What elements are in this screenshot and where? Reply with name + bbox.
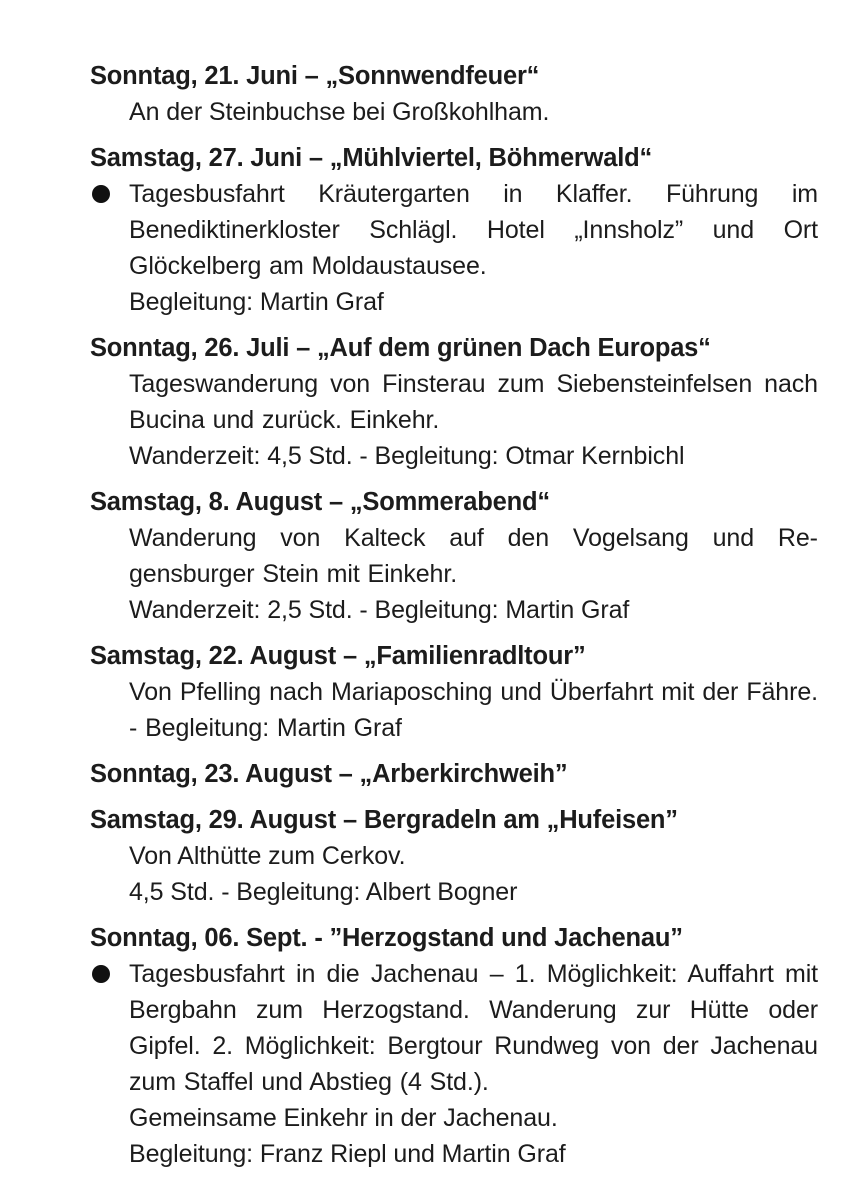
event-title: Sonntag, 23. August – „Arberkirchweih”	[90, 760, 568, 788]
event-detail-line: Von Althütte zum Cerkov.	[129, 842, 406, 870]
event-body	[90, 956, 818, 1172]
event-detail-line: Wanderzeit: 2,5 Std. - Begleitung: Martin Graf	[129, 596, 630, 624]
event-detail-line: 4,5 Std. - Begleitung: Albert Bogner	[129, 878, 518, 906]
event-entry	[90, 140, 818, 320]
event-title: Samstag, 22. August – „Familienradltour”	[90, 642, 586, 670]
event-entry	[90, 756, 818, 792]
event-entry	[90, 802, 818, 910]
event-body	[90, 94, 818, 130]
event-entry	[90, 484, 818, 628]
filled-circle-bullet-icon	[92, 185, 110, 203]
event-title: Sonntag, 06. Sept. - ”Herzogstand und Jachenau”	[90, 924, 683, 952]
event-title: Samstag, 29. August – Bergradeln am „Hufeisen”	[90, 806, 678, 834]
event-detail-line: Begleitung: Martin Graf	[129, 288, 384, 316]
event-entry	[90, 638, 818, 746]
event-entry	[90, 920, 818, 1172]
event-body	[90, 838, 818, 910]
event-description: Tagesbusfahrt Kräutergarten in Klaffer. Führung im Benediktinerkloster Schlägl. Hotel „Innsholz” und Ort Glöckelberg am Moldaustausee.	[129, 180, 818, 280]
event-title: Samstag, 27. Juni – „Mühlviertel, Böhmerwald“	[90, 144, 653, 172]
event-title: Sonntag, 26. Juli – „Auf dem grünen Dach Europas“	[90, 334, 711, 362]
event-description: Wanderung von Kalteck auf den Vogelsang und Regensburger Stein mit Einkehr.	[129, 524, 818, 588]
event-description: Tageswanderung von Finsterau zum Siebensteinfelsen nach Bucina und zurück. Einkehr.	[129, 370, 818, 434]
event-body	[90, 520, 818, 628]
event-title: Sonntag, 21. Juni – „Sonnwendfeuer“	[90, 62, 540, 90]
event-program	[90, 58, 818, 1182]
event-detail-line: Gemeinsame Einkehr in der Jachenau.	[129, 1104, 558, 1132]
event-body	[90, 674, 818, 746]
event-description: Von Pfelling nach Mariaposching und Überfahrt mit der Fähre. - Begleitung: Martin Graf	[129, 678, 818, 742]
event-body	[90, 176, 818, 320]
filled-circle-bullet-icon	[92, 965, 110, 983]
event-description: Tagesbusfahrt in die Jachenau – 1. Möglichkeit: Auffahrt mit Bergbahn zum Herzogstand. Wanderung zur Hütte oder Gipfel. 2. Möglichkeit: Bergtour Rundweg von der Jachenau zum Staffel und Abstieg (4 Std.).	[129, 960, 818, 1096]
event-entry	[90, 330, 818, 474]
event-detail-line: Begleitung: Franz Riepl und Martin Graf	[129, 1140, 566, 1168]
event-title: Samstag, 8. August – „Sommerabend“	[90, 488, 550, 516]
event-detail-line: Wanderzeit: 4,5 Std. - Begleitung: Otmar Kernbichl	[129, 442, 685, 470]
event-body	[90, 366, 818, 474]
event-detail-line: An der Steinbuchse bei Großkohlham.	[129, 98, 550, 126]
event-entry	[90, 58, 818, 130]
